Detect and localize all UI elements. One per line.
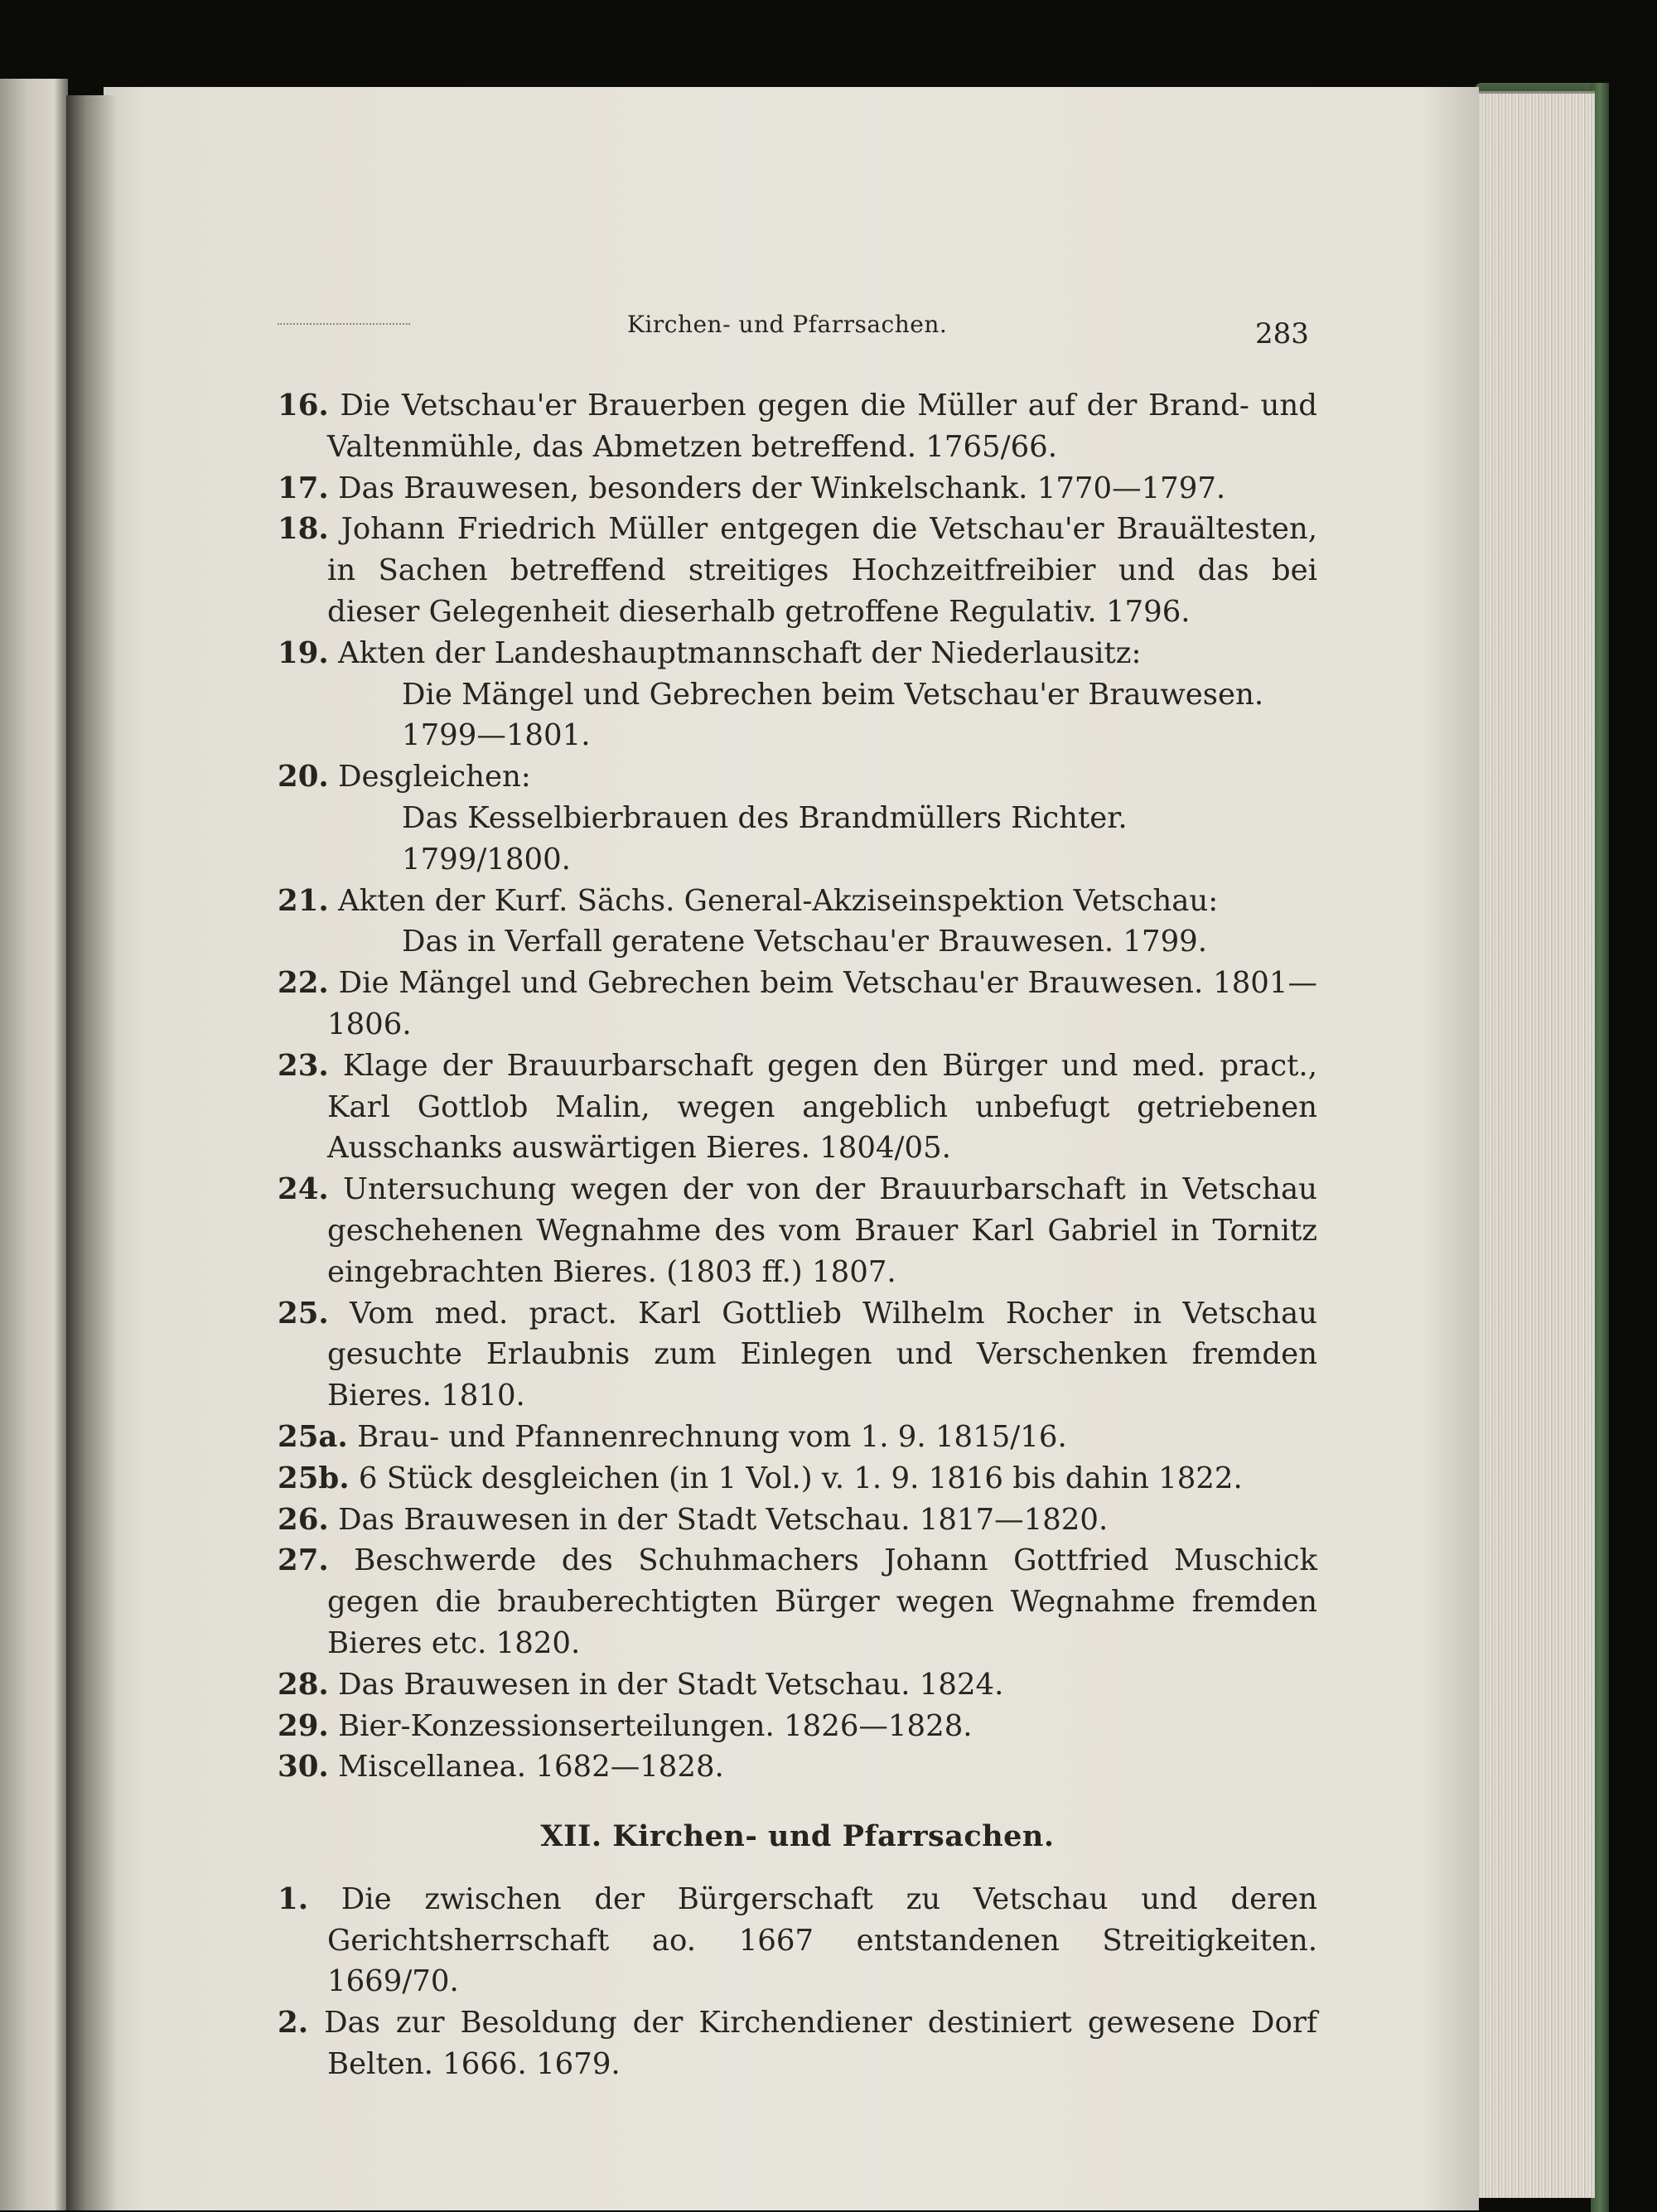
entry-number: 25b. [278,1461,350,1495]
list-item [278,1706,1317,1747]
entry-number: 27. [278,1543,329,1578]
list-item [278,1746,1317,1788]
entry-number: 19. [278,635,329,670]
entry-number: 23. [278,1048,329,1083]
entry-text: Das Brauwesen in der Stadt Vetschau. 1817—1820. [338,1502,1109,1537]
running-head: Kirchen- und Pfarrsachen. [627,311,948,338]
entry-text: Vom med. pract. Karl Gottlieb Wilhelm Rocher in Vetschau gesuchte Erlaubnis zum Einlegen und Verschenken fremden Bieres. 1810. [327,1296,1317,1413]
entry-text: Beschwerde des Schuhmachers Johann Gottfried Muschick gegen die brauberechtigten Bürger wegen Wegnahme fremden Bieres etc. 1820. [327,1543,1317,1660]
facing-page-edge [0,79,68,2210]
list-item [278,756,1317,880]
list-item [278,1169,1317,1292]
list-item [278,509,1317,632]
list-item [278,1879,1317,2002]
list-item [278,1664,1317,1706]
list-item [278,633,1317,756]
entry-number: 18. [278,512,329,547]
header-rule [278,323,410,325]
list-item [278,1500,1317,1541]
page-gutter [66,95,116,2210]
entry-text: Das Brauwesen in der Stadt Vetschau. 1824. [338,1667,1004,1702]
entry-number: 30. [278,1750,329,1785]
list-item [278,1417,1317,1458]
entry-text: Johann Friedrich Müller entgegen die Vetschau'er Brauältesten, in Sachen betreffend streitiges Hochzeitfreibier und das bei dieser Gelegenheit dieserhalb getroffene Regulativ. 1796. [327,512,1317,629]
entry-subline: Die Mängel und Gebrechen beim Vetschau'er Brauwesen. [402,677,1264,712]
entry-number: 20. [278,760,329,794]
list-item [278,1293,1317,1417]
entry-subline: Das in Verfall geratene Vetschau'er Brauwesen. 1799. [402,925,1208,959]
entry-subline: 1799—1801. [402,718,591,753]
entry-text: Brau- und Pfannenrechnung vom 1. 9. 1815/16. [357,1419,1067,1454]
entry-text: Die Mängel und Gebrechen beim Vetschau'er Brauwesen. 1801—1806. [327,966,1317,1041]
section-heading: XII. Kirchen- und Pfarrsachen. [540,1819,1055,1854]
entry-number: 22. [278,966,329,1001]
entry-subline: Das Kesselbierbrauen des Brandmüllers Richter. [402,800,1128,835]
page-number: 283 [1255,317,1309,350]
entry-list [278,385,1317,2085]
entry-text: Das zur Besoldung der Kirchendiener destiniert gewesene Dorf Belten. 1666. 1679. [324,2006,1317,2082]
book-page [104,87,1479,2210]
entry-number: 25. [278,1296,329,1331]
entry-text: Untersuchung wegen der von der Brauurbarschaft in Vetschau geschehenen Wegnahme des vom Brauer Karl Gabriel in Tornitz eingebrachten Bieres. (1803 ff.) 1807. [327,1172,1317,1289]
entry-number: 29. [278,1708,329,1743]
entry-number: 28. [278,1667,329,1702]
entry-text: Akten der Landeshauptmannschaft der Niederlausitz: [338,635,1142,670]
entry-text: Die Vetschau'er Brauerben gegen die Müller auf der Brand- und Valtenmühle, das Abmetzen betreffend. 1765/66. [327,389,1317,464]
entry-text: Bier-Konzessionserteilungen. 1826—1828. [338,1708,973,1743]
list-item [278,1458,1317,1500]
entry-text: Desgleichen: [338,760,531,794]
entry-text: Akten der Kurf. Sächs. General-Akziseinspektion Vetschau: [338,883,1219,918]
entry-number: 21. [278,883,329,918]
entry-text: Das Brauwesen, besonders der Winkelschank. 1770—1797. [338,471,1226,505]
entry-number: 16. [278,389,329,423]
entry-number: 1. [278,1881,309,1916]
list-item [278,963,1317,1046]
list-item [278,1540,1317,1664]
entry-number: 17. [278,471,329,505]
entry-number: 2. [278,2006,309,2041]
entry-number: 26. [278,1502,329,1537]
entry-subline: 1799/1800. [402,842,571,877]
entry-number: 24. [278,1172,329,1207]
list-item [278,1046,1317,1169]
list-item [278,385,1317,468]
list-item [278,468,1317,510]
list-item [278,2002,1317,2085]
entry-text: Klage der Brauurbarschaft gegen den Bürger und med. pract., Karl Gottlob Malin, wegen angeblich unbefugt getriebenen Ausschanks auswärtigen Bieres. 1804/05. [327,1048,1317,1166]
entry-number: 25a. [278,1419,348,1454]
entry-text: Miscellanea. 1682—1828. [338,1750,724,1785]
entry-text: Die zwischen der Bürgerschaft zu Vetschau und deren Gerichtsherrschaft ao. 1667 entstandenen Streitigkeiten. 1669/70. [327,1881,1317,1999]
entry-text: 6 Stück desgleichen (in 1 Vol.) v. 1. 9. 1816 bis dahin 1822. [358,1461,1243,1495]
list-item [278,881,1317,964]
